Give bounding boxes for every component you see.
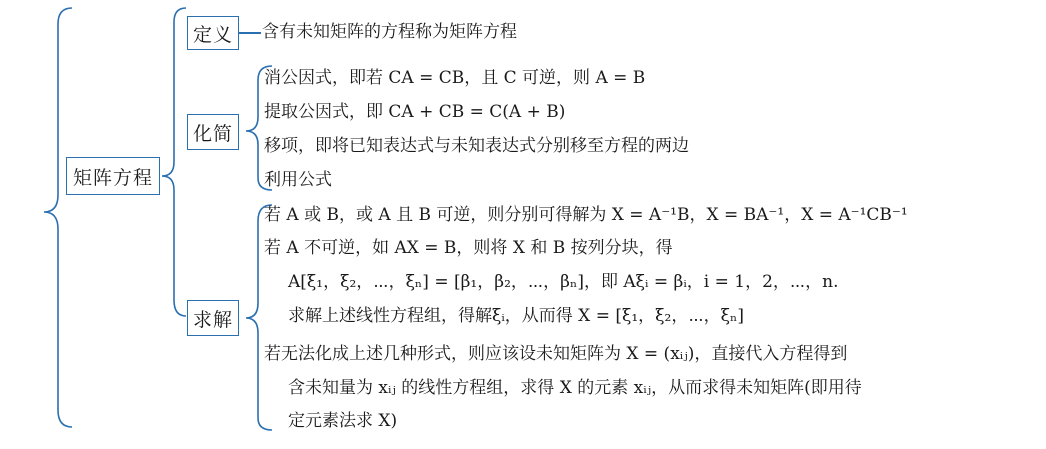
root-children-brace — [162, 8, 186, 316]
simplify-item-1: 消公因式，即若 CA = CB，且 C 可逆，则 A = B — [264, 68, 646, 88]
simplify-item-4: 利用公式 — [264, 170, 332, 190]
simplify-node — [187, 114, 239, 150]
root-label: 矩阵方程 — [72, 166, 153, 189]
root-node — [66, 157, 160, 195]
definition-label: 定义 — [192, 23, 233, 46]
definition-connector — [239, 32, 261, 34]
solve-item-1: 若 A 或 B，或 A 且 B 可逆，则分别可得解为 X = A⁻¹B，X = BA⁻¹，X = A⁻¹CB⁻¹ — [264, 205, 908, 225]
solve-item-7: 定元素法求 X) — [288, 411, 398, 431]
simplify-item-2: 提取公因式，即 CA + CB = C(A + B) — [264, 102, 566, 122]
solve-item-4: 求解上述线性方程组，得解ξᵢ，从而得 X = [ξ₁，ξ₂，⋯，ξₙ] — [288, 306, 744, 326]
simplify-label: 化简 — [192, 122, 233, 145]
solve-item-2: 若 A 不可逆，如 AX = B，则将 X 和 B 按列分块，得 — [264, 238, 673, 258]
solve-label: 求解 — [192, 308, 233, 331]
definition-node — [187, 16, 239, 50]
solve-item-5: 若无法化成上述几种形式，则应该设未知矩阵为 X = (xᵢⱼ)，直接代入方程得到 — [264, 344, 848, 364]
solve-item-6: 含未知量为 xᵢⱼ 的线性方程组，求得 X 的元素 xᵢⱼ，从而求得未知矩阵(即用待 — [288, 378, 862, 398]
simplify-item-3: 移项，即将已知表达式与未知表达式分别移至方程的两边 — [264, 136, 689, 156]
definition-text: 含有未知矩阵的方程称为矩阵方程 — [262, 22, 517, 42]
root-brace — [44, 8, 72, 427]
solve-node — [187, 300, 239, 336]
solve-item-3: A[ξ₁，ξ₂，⋯，ξₙ] = [β₁，β₂，⋯，βₙ]，即 Aξᵢ = βᵢ，i = 1，2，⋯，n. — [288, 272, 839, 292]
